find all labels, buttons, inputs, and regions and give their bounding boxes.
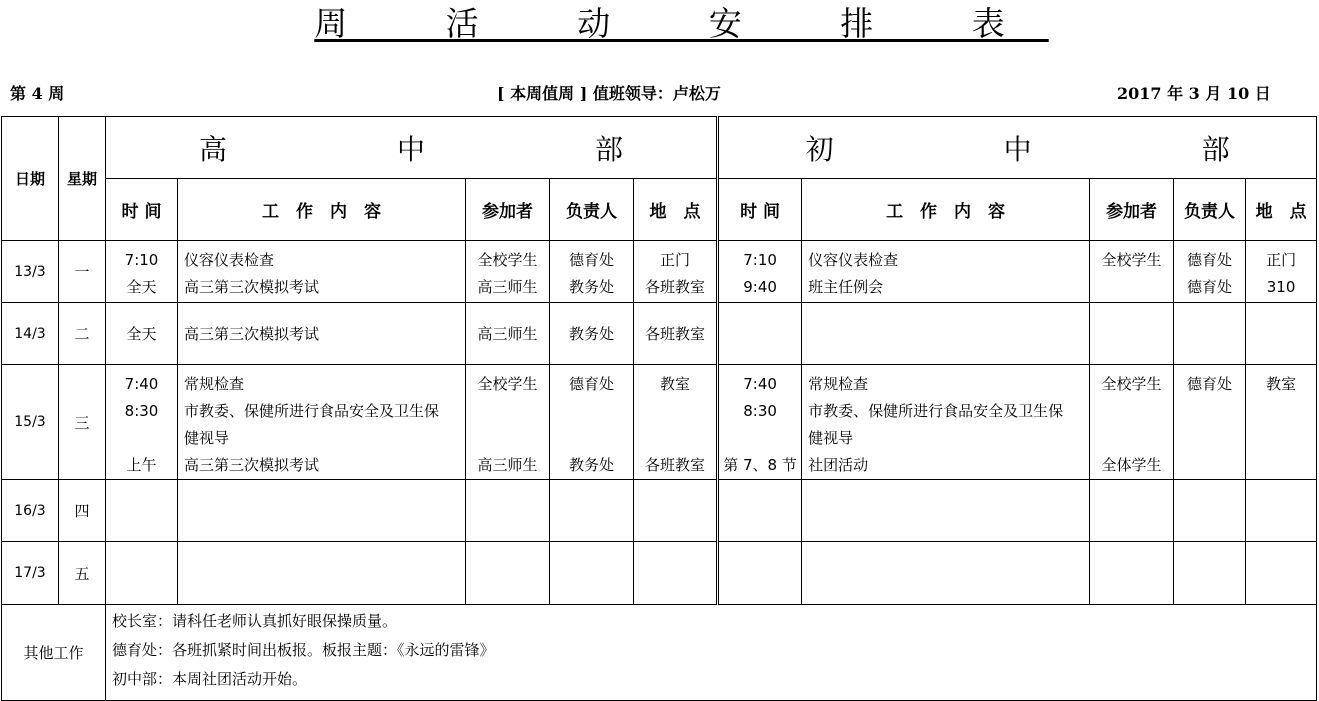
high-time: 7:10 全天 bbox=[106, 241, 178, 303]
high-participants: 全校学生 高三师生 bbox=[466, 365, 550, 480]
row-weekday: 四 bbox=[59, 480, 106, 542]
header-time: 时 间 bbox=[106, 179, 178, 241]
other-work-line: 校长室：请科任老师认真抓好眼保操质量。 bbox=[112, 612, 398, 630]
middle-time: 7:10 9:40 bbox=[718, 241, 802, 303]
high-location: 教室 各班教室 bbox=[634, 365, 718, 480]
table-row bbox=[2, 480, 1317, 542]
duty-leader: [ 本周值周 ] 值班领导：卢松万 bbox=[497, 84, 721, 103]
middle-time bbox=[718, 303, 802, 365]
high-participants: 全校学生 高三师生 bbox=[466, 241, 550, 303]
row-date: 16/3 bbox=[2, 480, 59, 542]
header-date: 日期 bbox=[2, 117, 59, 241]
schedule-table bbox=[1, 116, 1317, 701]
header-responsible: 负责人 bbox=[550, 179, 634, 241]
row-weekday: 二 bbox=[59, 303, 106, 365]
other-work-line: 德育处：各班抓紧时间出板报。板报主题：《永远的雷锋》 bbox=[112, 641, 495, 659]
header-middle-school: 初 中 部 bbox=[718, 117, 1317, 179]
table-row bbox=[2, 542, 1317, 605]
middle-responsible: 德育处 德育处 bbox=[1174, 241, 1246, 303]
table-row bbox=[2, 241, 1317, 303]
high-responsible: 教务处 bbox=[550, 303, 634, 365]
middle-responsible bbox=[1174, 303, 1246, 365]
header-participants: 参加者 bbox=[1090, 179, 1174, 241]
other-work-row bbox=[2, 605, 1317, 701]
header-location: 地 点 bbox=[1246, 179, 1317, 241]
middle-participants: 全校学生 bbox=[1090, 241, 1174, 303]
middle-location: 教室 bbox=[1246, 365, 1317, 480]
header-content: 工 作 内 容 bbox=[802, 179, 1090, 241]
middle-participants: 全校学生 全体学生 bbox=[1090, 365, 1174, 480]
header-responsible: 负责人 bbox=[1174, 179, 1246, 241]
middle-content: 仪容仪表检查 班主任例会 bbox=[802, 241, 1090, 303]
schedule-date: 2017 年 3 月 10 日 bbox=[1117, 84, 1271, 103]
middle-location: 正门 310 bbox=[1246, 241, 1317, 303]
header-high-school: 高 中 部 bbox=[106, 117, 718, 179]
table-row bbox=[2, 303, 1317, 365]
high-location: 各班教室 bbox=[634, 303, 718, 365]
other-work-label: 其他工作 bbox=[2, 605, 106, 701]
middle-responsible: 德育处 bbox=[1174, 365, 1246, 480]
row-date: 14/3 bbox=[2, 303, 59, 365]
high-location: 正门 各班教室 bbox=[634, 241, 718, 303]
page-title: 周 活 动 安 排 表 bbox=[314, 4, 1049, 43]
middle-content: 常规检查 市教委、保健所进行食品安全及卫生保 健视导 社团活动 bbox=[802, 365, 1090, 480]
high-time: 全天 bbox=[106, 303, 178, 365]
header-time: 时 间 bbox=[718, 179, 802, 241]
row-date: 13/3 bbox=[2, 241, 59, 303]
row-weekday: 五 bbox=[59, 542, 106, 605]
row-date: 17/3 bbox=[2, 542, 59, 605]
header-content: 工 作 内 容 bbox=[178, 179, 466, 241]
middle-participants bbox=[1090, 303, 1174, 365]
middle-location bbox=[1246, 303, 1317, 365]
high-content: 仪容仪表检查 高三第三次模拟考试 bbox=[178, 241, 466, 303]
high-responsible: 德育处 教务处 bbox=[550, 365, 634, 480]
middle-time: 7:40 8:30 第 7、8 节 bbox=[718, 365, 802, 480]
row-weekday: 一 bbox=[59, 241, 106, 303]
high-participants: 高三师生 bbox=[466, 303, 550, 365]
high-content: 高三第三次模拟考试 bbox=[178, 303, 466, 365]
high-content: 常规检查 市教委、保健所进行食品安全及卫生保 健视导 高三第三次模拟考试 bbox=[178, 365, 466, 480]
middle-content bbox=[802, 303, 1090, 365]
header-weekday: 星期 bbox=[59, 117, 106, 241]
row-weekday: 三 bbox=[59, 365, 106, 480]
other-work-line: 初中部：本周社团活动开始。 bbox=[112, 670, 308, 688]
row-date: 15/3 bbox=[2, 365, 59, 480]
week-number: 第 4 周 bbox=[10, 84, 65, 103]
high-time: 7:40 8:30 上午 bbox=[106, 365, 178, 480]
header-location: 地 点 bbox=[634, 179, 718, 241]
header-participants: 参加者 bbox=[466, 179, 550, 241]
high-responsible: 德育处 教务处 bbox=[550, 241, 634, 303]
table-row bbox=[2, 365, 1317, 480]
